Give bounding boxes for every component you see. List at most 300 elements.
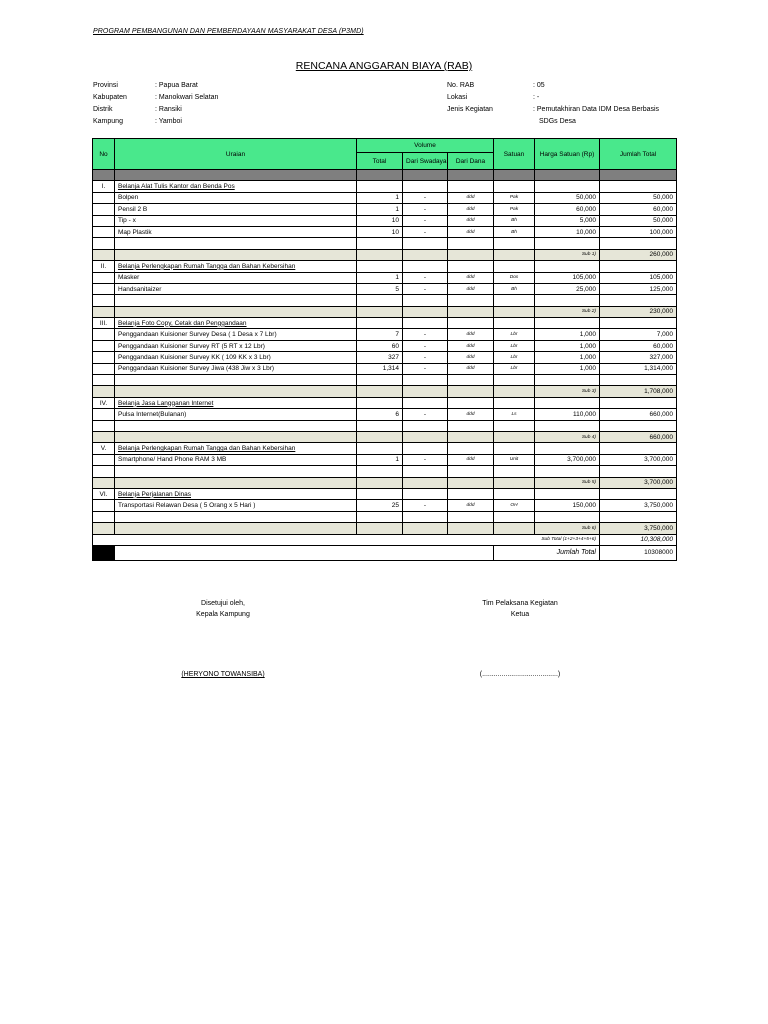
jumlah-total-label: Jumlah Total — [494, 545, 600, 560]
table-row — [93, 454, 677, 465]
item-description: Penggandaan Kuisioner Survey Jiwa (438 Jiw x 3 Lbr) — [115, 363, 357, 374]
empty-cell — [93, 431, 115, 442]
section-number: VI. — [93, 488, 115, 499]
empty-cell — [357, 443, 403, 454]
empty-cell — [494, 523, 535, 534]
table-row — [93, 352, 677, 363]
empty-cell — [600, 181, 677, 192]
empty-cell — [403, 295, 448, 306]
item-unit: Pak — [494, 204, 535, 215]
empty-cell — [494, 488, 535, 499]
separator-cell — [600, 170, 677, 181]
item-dana: ddd — [448, 454, 494, 465]
empty-cell — [494, 466, 535, 477]
executor-line: Tim Pelaksana Kegiatan — [482, 600, 558, 607]
meta-left — [93, 80, 218, 128]
item-price: 60,000 — [535, 204, 600, 215]
subtotal-label: Sub 6) — [535, 523, 600, 534]
empty-cell — [494, 443, 535, 454]
rab-body — [93, 170, 677, 561]
item-amount: 1,314,000 — [600, 363, 677, 374]
empty-cell — [600, 511, 677, 522]
meta-row — [447, 116, 659, 128]
empty-cell — [357, 306, 403, 317]
empty-cell — [600, 238, 677, 249]
empty-cell — [115, 477, 357, 488]
header-swadaya: Dari Swadaya — [403, 153, 448, 170]
empty-cell — [93, 215, 115, 226]
subtotal-row — [93, 306, 677, 317]
item-swadaya: - — [403, 340, 448, 351]
separator-cell — [115, 170, 357, 181]
empty-cell — [93, 363, 115, 374]
empty-cell — [600, 261, 677, 272]
item-description: Handsanitaizer — [115, 283, 357, 294]
empty-cell — [403, 238, 448, 249]
item-amount: 125,000 — [600, 283, 677, 294]
item-swadaya: - — [403, 500, 448, 511]
empty-cell — [535, 488, 600, 499]
section-number: V. — [93, 443, 115, 454]
empty-row — [93, 511, 677, 522]
item-dana: ddd — [448, 204, 494, 215]
table-row — [93, 283, 677, 294]
empty-cell — [357, 375, 403, 386]
table-row — [93, 272, 677, 283]
empty-cell — [403, 375, 448, 386]
empty-cell — [535, 261, 600, 272]
rab-table — [92, 138, 677, 561]
approval-line: Disetujui oleh, — [201, 600, 245, 607]
meta-row — [93, 104, 218, 116]
item-unit: Bh — [494, 226, 535, 237]
empty-cell — [93, 204, 115, 215]
empty-cell — [93, 375, 115, 386]
header-harga: Harga Satuan (Rp) — [535, 139, 600, 170]
empty-cell — [600, 375, 677, 386]
meta-key — [447, 116, 539, 128]
section-row — [93, 181, 677, 192]
item-price: 150,000 — [535, 500, 600, 511]
empty-row — [93, 375, 677, 386]
empty-cell — [403, 306, 448, 317]
empty-row — [93, 466, 677, 477]
empty-cell — [403, 431, 448, 442]
table-row — [93, 329, 677, 340]
meta-value: : Yamboi — [155, 118, 182, 125]
empty-cell — [403, 477, 448, 488]
item-dana: ddd — [448, 192, 494, 203]
item-total: 25 — [357, 500, 403, 511]
empty-cell — [448, 488, 494, 499]
empty-cell — [448, 238, 494, 249]
item-price: 5,000 — [535, 215, 600, 226]
meta-value: : 05 — [533, 82, 545, 89]
empty-cell — [357, 511, 403, 522]
empty-cell — [357, 420, 403, 431]
meta-row — [447, 92, 659, 104]
item-swadaya: - — [403, 204, 448, 215]
meta-key: Distrik — [93, 106, 113, 113]
item-dana: ddd — [448, 329, 494, 340]
empty-cell — [93, 511, 115, 522]
table-row — [93, 226, 677, 237]
meta-row — [447, 80, 659, 92]
item-swadaya: - — [403, 454, 448, 465]
empty-cell — [403, 466, 448, 477]
subtotal-value: 230,000 — [600, 306, 677, 317]
meta-row — [93, 80, 218, 92]
item-swadaya: - — [403, 192, 448, 203]
empty-cell — [535, 420, 600, 431]
empty-cell — [403, 443, 448, 454]
item-total: 10 — [357, 215, 403, 226]
item-unit: Ls — [494, 409, 535, 420]
meta-value: : - — [533, 94, 540, 101]
empty-cell — [448, 511, 494, 522]
empty-cell — [357, 238, 403, 249]
empty-cell — [448, 397, 494, 408]
empty-cell — [494, 397, 535, 408]
section-number: II. — [93, 261, 115, 272]
item-description: Masker — [115, 272, 357, 283]
empty-cell — [494, 261, 535, 272]
section-row — [93, 488, 677, 499]
meta-row — [447, 104, 659, 116]
meta-value: : Ransiki — [155, 106, 182, 113]
empty-cell — [448, 261, 494, 272]
empty-cell — [357, 466, 403, 477]
table-row — [93, 409, 677, 420]
empty-cell — [535, 318, 600, 329]
empty-cell — [535, 295, 600, 306]
empty-cell — [448, 466, 494, 477]
empty-cell — [357, 431, 403, 442]
empty-cell — [115, 431, 357, 442]
item-total: 10 — [357, 226, 403, 237]
executor-name: (.......................................) — [479, 671, 561, 678]
item-dana: ddd — [448, 226, 494, 237]
empty-cell — [494, 511, 535, 522]
empty-cell — [494, 420, 535, 431]
item-price: 1,000 — [535, 363, 600, 374]
item-amount: 60,000 — [600, 340, 677, 351]
empty-cell — [93, 226, 115, 237]
approver-name: (HERYONO TOWANSIBA) — [181, 671, 265, 678]
separator-cell — [448, 170, 494, 181]
item-total: 1,314 — [357, 363, 403, 374]
approval-role: Kepala Kampung — [196, 611, 250, 618]
empty-cell — [448, 306, 494, 317]
section-title: Belanja Alat Tulis Kantor dan Benda Pos — [115, 181, 357, 192]
item-dana: ddd — [448, 409, 494, 420]
empty-cell — [357, 523, 403, 534]
item-dana: ddd — [448, 272, 494, 283]
empty-cell — [600, 318, 677, 329]
header-total: Total — [357, 153, 403, 170]
item-dana: ddd — [448, 500, 494, 511]
header-jumlah: Jumlah Total — [600, 139, 677, 170]
empty-cell — [93, 295, 115, 306]
empty-cell — [448, 431, 494, 442]
empty-cell — [535, 466, 600, 477]
empty-cell — [403, 397, 448, 408]
empty-cell — [600, 443, 677, 454]
meta-key: Jenis Kegiatan — [447, 106, 493, 113]
subtotal-row — [93, 249, 677, 260]
empty-cell — [93, 477, 115, 488]
empty-cell — [535, 443, 600, 454]
empty-cell — [600, 295, 677, 306]
empty-cell — [403, 488, 448, 499]
section-row — [93, 318, 677, 329]
executor-role: Ketua — [510, 611, 530, 618]
item-amount: 3,700,000 — [600, 454, 677, 465]
section-title: Belanja Perlengkapan Rumah Tangga dan Bahan Kebersihan — [115, 261, 357, 272]
empty-cell — [535, 238, 600, 249]
empty-cell — [115, 306, 357, 317]
table-row — [93, 192, 677, 203]
subtotal-row — [93, 477, 677, 488]
item-dana: ddd — [448, 283, 494, 294]
empty-cell — [93, 340, 115, 351]
black-cell — [93, 545, 115, 560]
item-description: Map Plastik — [115, 226, 357, 237]
header-uraian: Uraian — [115, 139, 357, 170]
item-unit: Dos — [494, 272, 535, 283]
item-price: 3,700,000 — [535, 454, 600, 465]
header-satuan: Satuan — [494, 139, 535, 170]
empty-cell — [357, 295, 403, 306]
empty-cell — [115, 238, 357, 249]
item-amount: 50,000 — [600, 215, 677, 226]
empty-cell — [93, 454, 115, 465]
empty-cell — [93, 306, 115, 317]
program-header: PROGRAM PEMBANGUNAN DAN PEMBERDAYAAN MASYARAKAT DESA (P3MD) — [93, 28, 364, 35]
subtotal-value: 260,000 — [600, 249, 677, 260]
item-amount: 327,000 — [600, 352, 677, 363]
separator-cell — [93, 170, 115, 181]
meta-value: : Manokwari Selatan — [155, 94, 219, 101]
subtotal-label: Sub 4) — [535, 431, 600, 442]
empty-cell — [115, 466, 357, 477]
empty-cell — [535, 375, 600, 386]
empty-cell — [115, 375, 357, 386]
empty-cell — [448, 443, 494, 454]
empty-cell — [448, 386, 494, 397]
subtotal-value: 1,708,000 — [600, 386, 677, 397]
item-swadaya: - — [403, 283, 448, 294]
empty-cell — [403, 511, 448, 522]
meta-key: Provinsi — [93, 82, 118, 89]
section-number: IV. — [93, 397, 115, 408]
empty-cell — [535, 397, 600, 408]
meta-row — [93, 92, 218, 104]
grand-subtotal-label: Sub Total (1+2+3+4+5+6) — [93, 534, 600, 545]
subtotal-row — [93, 523, 677, 534]
empty-cell — [448, 375, 494, 386]
empty-cell — [448, 249, 494, 260]
item-unit: Bh — [494, 283, 535, 294]
item-description: Pensil 2 B — [115, 204, 357, 215]
item-amount: 60,000 — [600, 204, 677, 215]
empty-cell — [115, 420, 357, 431]
item-dana: ddd — [448, 352, 494, 363]
item-description: Transportasi Relawan Desa ( 5 Orang x 5 Hari ) — [115, 500, 357, 511]
executor-block — [465, 600, 575, 618]
section-row — [93, 261, 677, 272]
grand-subtotal-value: 10,308,000 — [600, 534, 677, 545]
empty-cell — [448, 523, 494, 534]
subtotal-label: Sub 2) — [535, 306, 600, 317]
header-dana: Dari Dana — [448, 153, 494, 170]
empty-cell — [357, 181, 403, 192]
item-dana: ddd — [448, 215, 494, 226]
item-unit: Unit — [494, 454, 535, 465]
section-number: I. — [93, 181, 115, 192]
item-swadaya: - — [403, 363, 448, 374]
empty-cell — [93, 466, 115, 477]
table-row — [93, 204, 677, 215]
grand-subtotal-row — [93, 534, 677, 545]
subtotal-value: 3,700,000 — [600, 477, 677, 488]
empty-cell — [494, 238, 535, 249]
section-title: Belanja Perlengkapan Rumah Tangga dan Bahan Kebersihan — [115, 443, 357, 454]
item-unit: Lbr — [494, 363, 535, 374]
empty-cell — [600, 420, 677, 431]
empty-cell — [494, 477, 535, 488]
separator-cell — [403, 170, 448, 181]
empty-row — [93, 420, 677, 431]
empty-cell — [93, 192, 115, 203]
table-row — [93, 215, 677, 226]
item-unit: Bh — [494, 215, 535, 226]
section-row — [93, 397, 677, 408]
empty-row — [93, 238, 677, 249]
empty-cell — [600, 488, 677, 499]
item-unit: Lbr — [494, 329, 535, 340]
item-dana: ddd — [448, 340, 494, 351]
empty-cell — [93, 283, 115, 294]
empty-cell — [403, 318, 448, 329]
item-total: 1 — [357, 454, 403, 465]
empty-cell — [535, 511, 600, 522]
empty-cell — [403, 261, 448, 272]
item-swadaya: - — [403, 409, 448, 420]
empty-cell — [448, 318, 494, 329]
item-swadaya: - — [403, 215, 448, 226]
empty-cell — [403, 420, 448, 431]
empty-cell — [403, 386, 448, 397]
meta-right — [447, 80, 659, 128]
item-price: 10,000 — [535, 226, 600, 237]
empty-cell — [93, 238, 115, 249]
table-row — [93, 340, 677, 351]
item-amount: 660,000 — [600, 409, 677, 420]
item-description: Bolpen — [115, 192, 357, 203]
empty-cell — [600, 466, 677, 477]
empty-cell — [357, 477, 403, 488]
empty-cell — [115, 295, 357, 306]
empty-cell — [93, 249, 115, 260]
empty-cell — [115, 386, 357, 397]
item-swadaya: - — [403, 272, 448, 283]
item-amount: 7,000 — [600, 329, 677, 340]
empty-cell — [93, 500, 115, 511]
item-price: 110,000 — [535, 409, 600, 420]
item-description: Smartphone/ Hand Phone RAM 3 MB — [115, 454, 357, 465]
item-price: 1,000 — [535, 329, 600, 340]
item-total: 1 — [357, 192, 403, 203]
empty-cell — [93, 386, 115, 397]
empty-cell — [93, 420, 115, 431]
item-total: 60 — [357, 340, 403, 351]
empty-cell — [115, 511, 357, 522]
empty-cell — [600, 397, 677, 408]
item-unit: Lbr — [494, 352, 535, 363]
item-description: Penggandaan Kuisioner Survey RT (5 RT x 12 Lbr) — [115, 340, 357, 351]
empty-cell — [357, 386, 403, 397]
header-volume: Volume — [357, 139, 494, 153]
item-price: 50,000 — [535, 192, 600, 203]
item-total: 5 — [357, 283, 403, 294]
empty-cell — [357, 488, 403, 499]
subtotal-row — [93, 431, 677, 442]
item-swadaya: - — [403, 352, 448, 363]
table-row — [93, 363, 677, 374]
empty-cell — [357, 318, 403, 329]
item-unit: Lbr — [494, 340, 535, 351]
subtotal-row — [93, 386, 677, 397]
item-amount: 3,750,000 — [600, 500, 677, 511]
meta-value: : Papua Barat — [155, 82, 198, 89]
meta-value: : Pemutakhiran Data IDM Desa Berbasis — [533, 106, 660, 113]
meta-value: SDGs Desa — [539, 118, 576, 125]
empty-cell — [93, 329, 115, 340]
item-price: 1,000 — [535, 340, 600, 351]
meta-key: No. RAB — [447, 82, 475, 89]
item-amount: 105,000 — [600, 272, 677, 283]
empty-cell — [494, 375, 535, 386]
section-title: Belanja Foto Copy, Cetak dan Penggandaan — [115, 318, 357, 329]
item-description: Tip - x — [115, 215, 357, 226]
separator-cell — [357, 170, 403, 181]
empty-cell — [93, 352, 115, 363]
item-price: 105,000 — [535, 272, 600, 283]
empty-cell — [115, 523, 357, 534]
item-description: Penggandaan Kuisioner Survey Desa ( 1 Desa x 7 Lbr) — [115, 329, 357, 340]
empty-cell — [535, 181, 600, 192]
empty-cell — [357, 261, 403, 272]
jumlah-total-value: 10308000 — [600, 545, 677, 560]
empty-cell — [403, 249, 448, 260]
empty-cell — [448, 477, 494, 488]
empty-cell — [357, 397, 403, 408]
item-total: 1 — [357, 272, 403, 283]
subtotal-label: Sub 3) — [535, 386, 600, 397]
meta-key: Lokasi — [447, 94, 468, 101]
item-amount: 50,000 — [600, 192, 677, 203]
separator-cell — [494, 170, 535, 181]
section-title: Belanja Perjalanan Dinas — [115, 488, 357, 499]
empty-cell — [494, 295, 535, 306]
subtotal-label: Sub 1) — [535, 249, 600, 260]
item-total: 7 — [357, 329, 403, 340]
empty-cell — [494, 249, 535, 260]
empty-cell — [115, 249, 357, 260]
item-dana: ddd — [448, 363, 494, 374]
approval-block — [168, 600, 278, 618]
